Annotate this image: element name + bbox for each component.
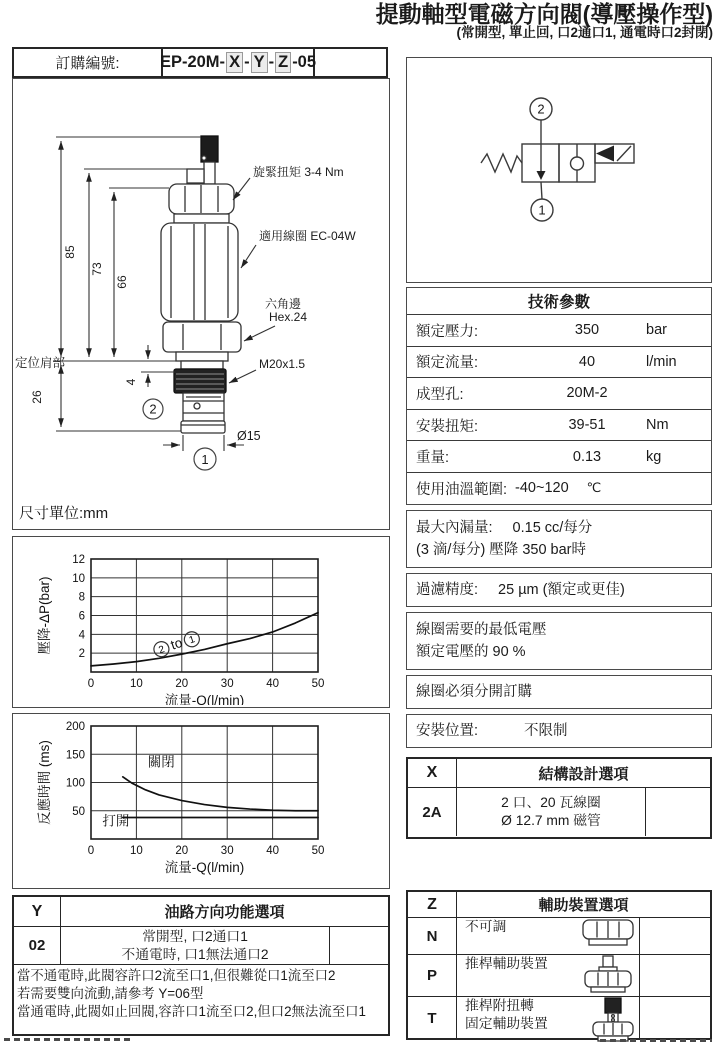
tech-value: 39-51 xyxy=(568,417,606,434)
tech-label: 使用油溫範圍: xyxy=(416,481,508,498)
tech-note-value: 不限制 xyxy=(524,722,568,739)
z-options-code: Z xyxy=(408,892,457,917)
x-tick-label: 30 xyxy=(220,678,234,690)
response-time-chart-panel xyxy=(12,713,390,889)
x-tick-label: 0 xyxy=(87,678,95,690)
tech-value: 350 xyxy=(574,322,600,339)
svg-text:1: 1 xyxy=(187,634,197,647)
tech-row xyxy=(407,346,711,378)
tech-row xyxy=(407,472,711,504)
tech-note-box xyxy=(406,510,712,568)
dim-26-label: 26 xyxy=(30,390,44,404)
tech-note-box xyxy=(406,714,712,748)
y-options-code: Y xyxy=(14,897,61,926)
x-axis-label: 流量-Q(l/min) xyxy=(164,693,245,705)
push-pin-nut-icon xyxy=(580,955,639,995)
hex-nut-icon xyxy=(580,918,639,948)
tech-value: -40~120 xyxy=(515,480,569,497)
x-tick-label: 40 xyxy=(266,845,279,857)
flow-annotation xyxy=(152,629,201,658)
x-tick-label: 40 xyxy=(266,678,279,690)
hydraulic-symbol xyxy=(407,58,709,280)
tech-note-boxes xyxy=(406,510,712,753)
page-subtitle: (常開型, 單止回, 口2通口1, 通電時口2封閉) xyxy=(456,25,713,41)
option-line: 推桿附扭轉 xyxy=(465,998,534,1013)
thread-label: M20x1.5 xyxy=(259,357,306,371)
port-1-digit: 1 xyxy=(201,452,209,467)
option-empty-cell xyxy=(645,788,710,836)
tech-note-line xyxy=(416,619,702,641)
valve-drawing xyxy=(13,79,387,527)
tech-label: 重量: xyxy=(416,450,450,467)
y-tick-label: 8 xyxy=(78,591,85,604)
x-options-code: X xyxy=(408,759,457,787)
tech-label: 額定流量: xyxy=(416,355,479,372)
footer-mark-right xyxy=(600,1039,712,1042)
option-description xyxy=(61,927,329,964)
tech-note-value: 25 µm (額定或更佳) xyxy=(498,581,625,598)
option-empty-cell xyxy=(639,918,710,954)
option-description-lines xyxy=(465,918,506,936)
tech-params-header: 技術參數 xyxy=(527,294,590,311)
order-code xyxy=(161,49,315,76)
y-options-header xyxy=(14,897,388,927)
x-tick-label: 20 xyxy=(175,845,189,857)
order-code-segment: -05 xyxy=(292,53,317,71)
option-description xyxy=(457,955,639,996)
shoulder-label: 定位肩部 xyxy=(15,356,66,370)
option-empty-cell xyxy=(639,997,710,1039)
y-tick-label: 100 xyxy=(65,777,85,790)
y-tick-label: 2 xyxy=(78,648,85,661)
x-tick-label: 10 xyxy=(130,678,143,690)
z-options-header xyxy=(408,892,710,918)
pressure-drop-chart xyxy=(13,537,387,705)
tech-label: 成型孔: xyxy=(416,386,464,403)
svg-text:2: 2 xyxy=(157,644,167,657)
option-code: T xyxy=(408,997,457,1039)
order-empty-cell xyxy=(315,49,386,76)
tech-note-text: 額定電壓的 90 % xyxy=(416,644,526,660)
option-line: 不通電時, 口1無法通口2 xyxy=(121,946,269,962)
symbol-port-1-digit: 1 xyxy=(538,202,546,218)
series-關閉 xyxy=(123,777,318,811)
x-axis-label: 流量-Q(l/min) xyxy=(164,860,245,875)
y-options-rows xyxy=(14,927,388,964)
option-line: 2 口、20 瓦線圈 xyxy=(501,795,601,811)
tech-row xyxy=(407,440,711,472)
x-tick-label: 20 xyxy=(175,678,189,690)
z-options-title: 輔助裝置選項 xyxy=(538,897,629,914)
z-options-row-T xyxy=(408,997,710,1039)
z-options-rows xyxy=(408,918,710,1039)
order-code-option-Y: Y xyxy=(251,52,268,72)
tech-row xyxy=(407,377,711,409)
tech-note-line xyxy=(416,681,702,703)
x-tick-label: 50 xyxy=(311,678,325,690)
dimension-unit-note: 尺寸單位:mm xyxy=(19,505,109,522)
tech-note-box xyxy=(406,573,712,607)
y-tick-label: 150 xyxy=(65,749,85,762)
spring-icon xyxy=(481,154,522,172)
x-options-rows xyxy=(408,788,710,836)
option-code: N xyxy=(408,918,457,954)
tech-params-table xyxy=(406,287,712,505)
option-note-line: 若需要雙向流動,請參考 Y=06型 xyxy=(17,985,204,1001)
order-code-segment: - xyxy=(268,53,275,71)
option-empty-cell xyxy=(329,927,388,964)
x-tick-label: 50 xyxy=(311,845,325,857)
option-description xyxy=(457,997,639,1039)
tech-note-line xyxy=(416,539,702,561)
tech-note-box xyxy=(406,612,712,670)
option-description-lines xyxy=(465,955,548,973)
hex-side-label: 六角邊 xyxy=(265,297,302,311)
option-line: 常開型, 口2通口1 xyxy=(142,928,248,944)
option-description xyxy=(457,788,645,836)
diameter-label: Ø15 xyxy=(237,429,261,443)
y-options-title: 油路方向功能選項 xyxy=(164,904,285,921)
option-empty-cell xyxy=(639,955,710,996)
y-tick-label: 6 xyxy=(78,610,85,623)
chart-annotation: 打開 xyxy=(102,813,130,829)
y-tick-label: 50 xyxy=(72,805,85,818)
option-line: 固定輔助裝置 xyxy=(465,1015,548,1031)
tech-note-text: 線圈需要的最低電壓 xyxy=(416,621,547,638)
tech-note-label: 過濾精度: xyxy=(416,581,479,598)
tech-unit: Nm xyxy=(646,417,669,434)
port-2-digit: 2 xyxy=(149,401,157,417)
dim-73-label: 73 xyxy=(90,262,104,276)
tech-note-text: (3 滴/每分) 壓降 350 bar時 xyxy=(416,542,587,558)
dim-4-label: 4 xyxy=(124,378,138,386)
order-number-label: 訂購編號: xyxy=(55,55,120,72)
option-line: Ø 12.7 mm 磁管 xyxy=(501,813,601,828)
y-axis-label: 壓降-ΔP(bar) xyxy=(37,576,52,655)
tech-note-line xyxy=(416,517,702,539)
tech-value: 0.13 xyxy=(572,448,602,465)
hex-size-label: Hex.24 xyxy=(269,310,308,324)
tech-row xyxy=(407,409,711,441)
option-note-line: 當通電時,此閥如止回閥,容許口1流至口2,但口2無法流至口1 xyxy=(17,1003,366,1019)
z-options-row-N xyxy=(408,918,710,955)
z-options-row-P xyxy=(408,955,710,997)
option-line: 不可調 xyxy=(465,919,507,934)
tech-note-value: 0.15 cc/每分 xyxy=(512,519,593,536)
y-tick-label: 200 xyxy=(65,721,85,733)
twist-knob-nut-icon xyxy=(590,997,639,1043)
dimension-drawing-panel xyxy=(12,78,390,530)
y-tick-label: 4 xyxy=(78,629,85,642)
hydraulic-symbol-panel xyxy=(406,57,712,283)
tech-unit: l/min xyxy=(646,353,677,370)
coil-label: 適用線圈 EC-04W xyxy=(259,229,356,243)
order-code-option-X: X xyxy=(226,52,243,72)
page-title: 提動軸型電磁方向閥(導壓操作型) xyxy=(375,1,713,27)
x-options-header xyxy=(408,759,710,788)
tech-note-line xyxy=(416,579,702,601)
tech-note-box xyxy=(406,675,712,709)
tech-value: 20M-2 xyxy=(566,385,608,402)
tech-row xyxy=(407,314,711,346)
tech-note-label: 最大內漏量: xyxy=(416,519,493,536)
x-options-row-2A xyxy=(408,788,710,836)
check-valve-icon xyxy=(571,157,584,170)
x-tick-label: 10 xyxy=(130,845,143,857)
tech-label: 額定壓力: xyxy=(416,323,479,340)
tech-label: 安裝扭矩: xyxy=(416,418,479,435)
x-options-title: 結構設計選項 xyxy=(538,765,629,783)
series-②to① xyxy=(91,613,318,666)
x-options-table xyxy=(406,757,712,839)
order-code-segment: - xyxy=(244,53,250,71)
tech-note-label: 安裝位置: xyxy=(416,722,479,739)
order-number-table xyxy=(12,47,388,78)
pressure-drop-chart-panel xyxy=(12,536,390,708)
footer-mark-left xyxy=(4,1038,132,1041)
y-options-row-02 xyxy=(14,927,388,964)
z-options-table xyxy=(406,890,712,1040)
x-tick-label: 0 xyxy=(87,845,95,857)
tech-unit: kg xyxy=(646,448,662,465)
tech-note-line xyxy=(416,641,702,663)
option-description xyxy=(457,918,639,954)
option-note-line: 當不通電時,此閥容許口2流至口1,但很難從口1流至口2 xyxy=(17,968,336,983)
order-code-option-Z: Z xyxy=(275,52,291,72)
option-code: P xyxy=(408,955,457,996)
y-axis-label: 反應時間 (ms) xyxy=(37,740,52,825)
tech-note-text: 線圈必須分開訂購 xyxy=(416,683,532,700)
page-header xyxy=(376,2,713,40)
response-time-chart xyxy=(13,714,387,886)
valve-body-shapes xyxy=(161,136,241,433)
torque-label: 旋緊扭矩 3-4 Nm xyxy=(253,165,344,179)
option-line: 推桿輔助裝置 xyxy=(465,956,548,971)
y-options-notes xyxy=(14,964,388,1022)
tech-rows xyxy=(407,314,711,504)
tech-unit: bar xyxy=(646,322,667,339)
y-options-table xyxy=(12,895,390,1036)
option-code: 2A xyxy=(408,788,457,836)
chart-annotation: 關閉 xyxy=(147,754,175,770)
y-tick-label: 12 xyxy=(72,554,85,566)
dim-85-label: 85 xyxy=(63,245,77,259)
symbol-port-2-digit: 2 xyxy=(537,101,545,117)
dim-66-label: 66 xyxy=(115,275,129,289)
y-tick-label: 10 xyxy=(72,572,85,585)
tech-value: 40 xyxy=(578,353,596,370)
option-description-lines xyxy=(465,997,548,1032)
x-tick-label: 30 xyxy=(220,845,234,857)
tech-note-line xyxy=(416,720,702,742)
order-code-segment: EP-20M- xyxy=(159,53,226,71)
tech-unit: ℃ xyxy=(586,480,602,496)
option-code: 02 xyxy=(14,927,61,964)
svg-text:to: to xyxy=(168,634,185,653)
